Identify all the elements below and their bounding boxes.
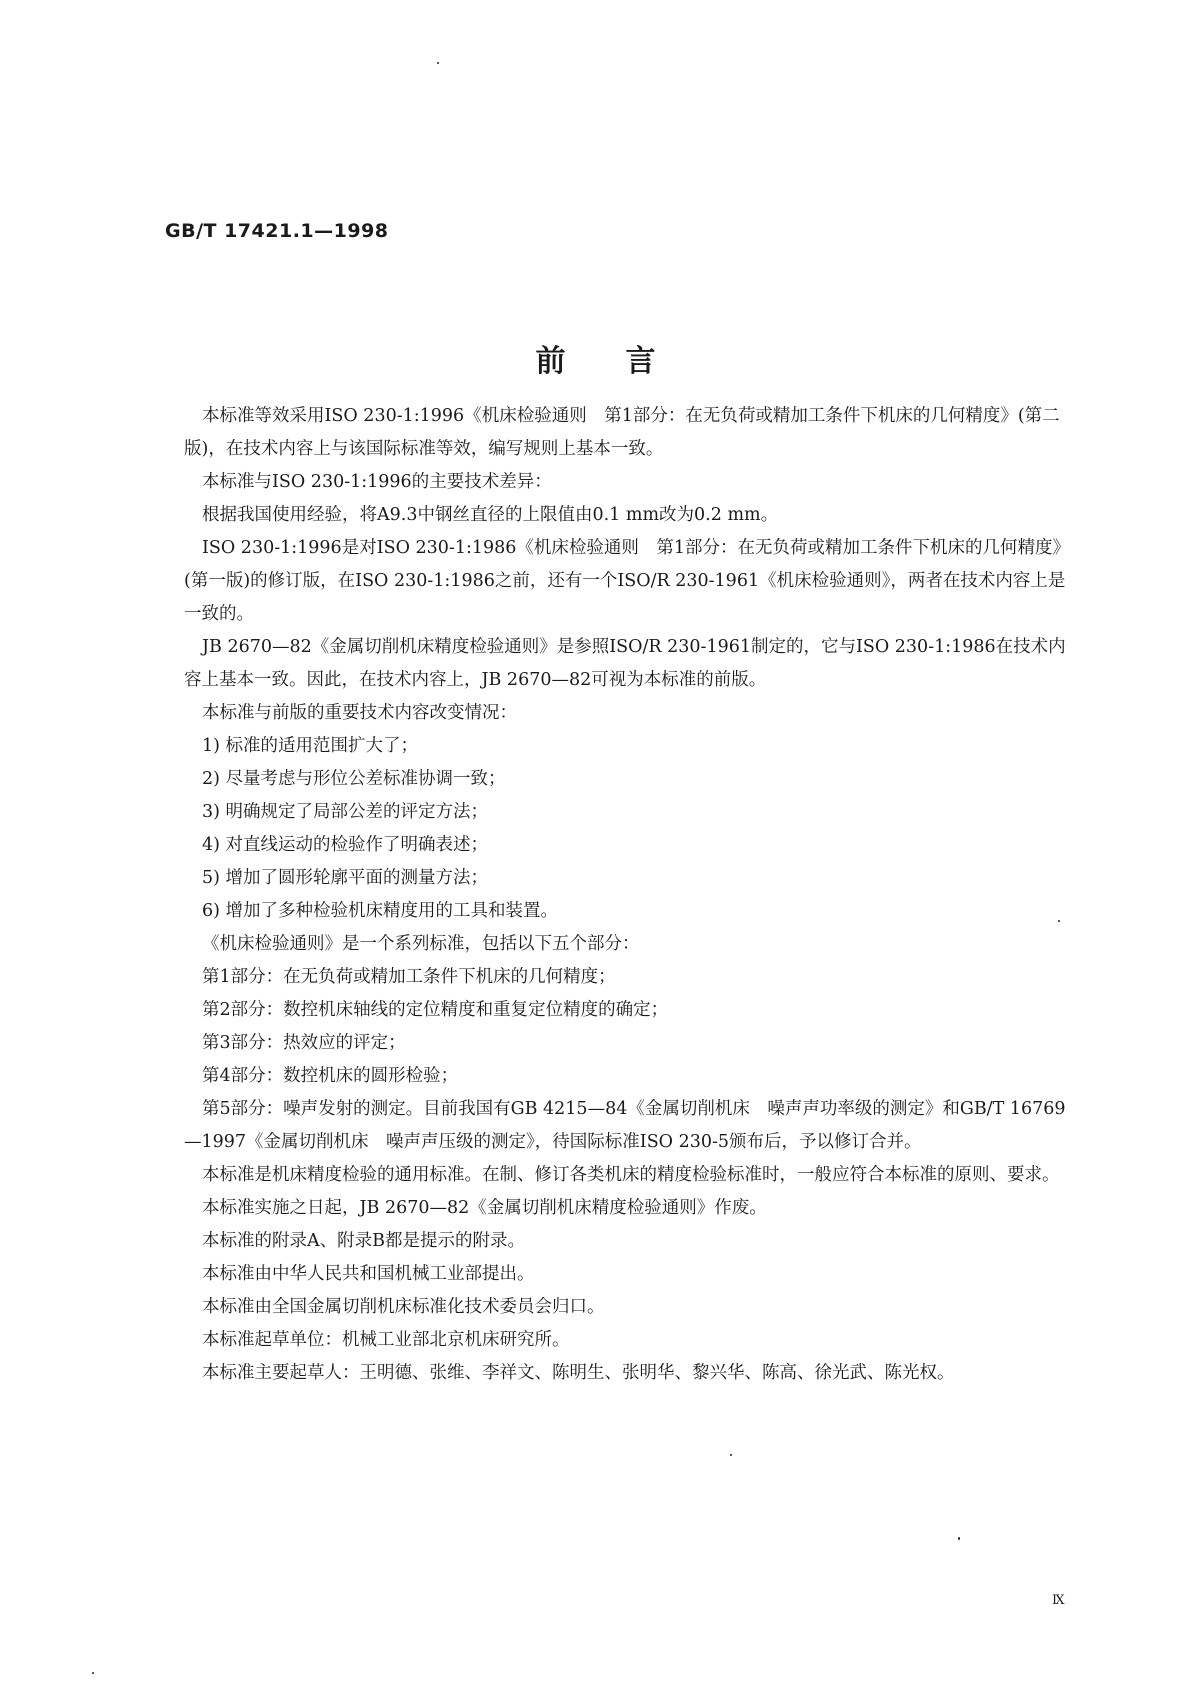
paragraph: 本标准实施之日起，JB 2670—82《金属切削机床精度检验通则》作废。 xyxy=(202,1198,767,1218)
list-item: 第2部分：数控机床轴线的定位精度和重复定位精度的确定； xyxy=(202,1000,669,1020)
paragraph: 本标准的附录A、附录B都是提示的附录。 xyxy=(202,1231,525,1251)
paragraph: JB 2670—82《金属切削机床精度检验通则》是参照ISO/R 230-1961制定的，它与ISO 230-1:1986在技术内容上基本一致。因此，在技术内容上，JB 2670—82可视为本标准的前版。 xyxy=(184,637,1066,690)
paragraph: 本标准是机床精度检验的通用标准。在制、修订各类机床的精度检验标准时，一般应符合本标准的原则、要求。 xyxy=(202,1165,1060,1185)
scan-speck xyxy=(958,1537,960,1540)
paragraph: 本标准由中华人民共和国机械工业部提出。 xyxy=(202,1264,535,1284)
scan-speck xyxy=(1058,920,1060,922)
list-item: 6) 增加了多种检验机床精度用的工具和装置。 xyxy=(202,901,559,921)
paragraph: 本标准由全国金属切削机床标准化技术委员会归口。 xyxy=(202,1297,605,1317)
paragraph: 根据我国使用经验，将A9.3中钢丝直径的上限值由0.1 mm改为0.2 mm。 xyxy=(202,505,779,525)
paragraph: 本标准与前版的重要技术内容改变情况： xyxy=(202,703,517,723)
paragraph: 《机床检验通则》是一个系列标准，包括以下五个部分： xyxy=(202,934,640,954)
list-item: 1) 标准的适用范围扩大了； xyxy=(202,736,419,756)
list-item: 第4部分：数控机床的圆形检验； xyxy=(202,1066,459,1086)
scan-speck xyxy=(730,1454,732,1456)
scan-speck xyxy=(437,62,439,64)
page-number: Ⅸ xyxy=(1052,1593,1065,1608)
list-item: 第3部分：热效应的评定； xyxy=(202,1033,406,1053)
scan-speck xyxy=(92,1672,94,1674)
standard-code: GB/T 17421.1—1998 xyxy=(165,220,389,242)
list-item: 4) 对直线运动的检验作了明确表述； xyxy=(202,835,489,855)
list-item: 第1部分：在无负荷或精加工条件下机床的几何精度； xyxy=(202,967,616,987)
list-item: 3) 明确规定了局部公差的评定方法； xyxy=(202,802,489,822)
paragraph: 第5部分：噪声发射的测定。目前我国有GB 4215—84《金属切削机床 噪声声功率级的测定》和GB/T 16769—1997《金属切削机床 噪声声压级的测定》，待国际标准ISO 230-5颁布后，予以修订合并。 xyxy=(184,1099,1066,1152)
list-item: 2) 尽量考虑与形位公差标准协调一致； xyxy=(202,769,506,789)
paragraph: 本标准主要起草人：王明德、张维、李祥文、陈明生、张明华、黎兴华、陈高、徐光武、陈光权。 xyxy=(202,1363,955,1383)
paragraph: ISO 230-1:1996是对ISO 230-1:1986《机床检验通则 第1部分：在无负荷或精加工条件下机床的几何精度》(第一版)的修订版，在ISO 230-1:1986之前，还有一个ISO/R 230-1961《机床检验通则》，两者在技术内容上是一致的。 xyxy=(184,538,1071,624)
list-item: 5) 增加了圆形轮廓平面的测量方法； xyxy=(202,868,489,888)
paragraph: 本标准等效采用ISO 230-1:1996《机床检验通则 第1部分：在无负荷或精加工条件下机床的几何精度》(第二版)，在技术内容上与该国际标准等效，编写规则上基本一致。 xyxy=(184,406,1060,459)
paragraph: 本标准与ISO 230-1:1996的主要技术差异： xyxy=(202,472,552,492)
foreword-body xyxy=(184,400,1076,1390)
paragraph: 本标准起草单位：机械工业部北京机床研究所。 xyxy=(202,1330,570,1350)
page-title: 前 言 xyxy=(535,344,656,379)
